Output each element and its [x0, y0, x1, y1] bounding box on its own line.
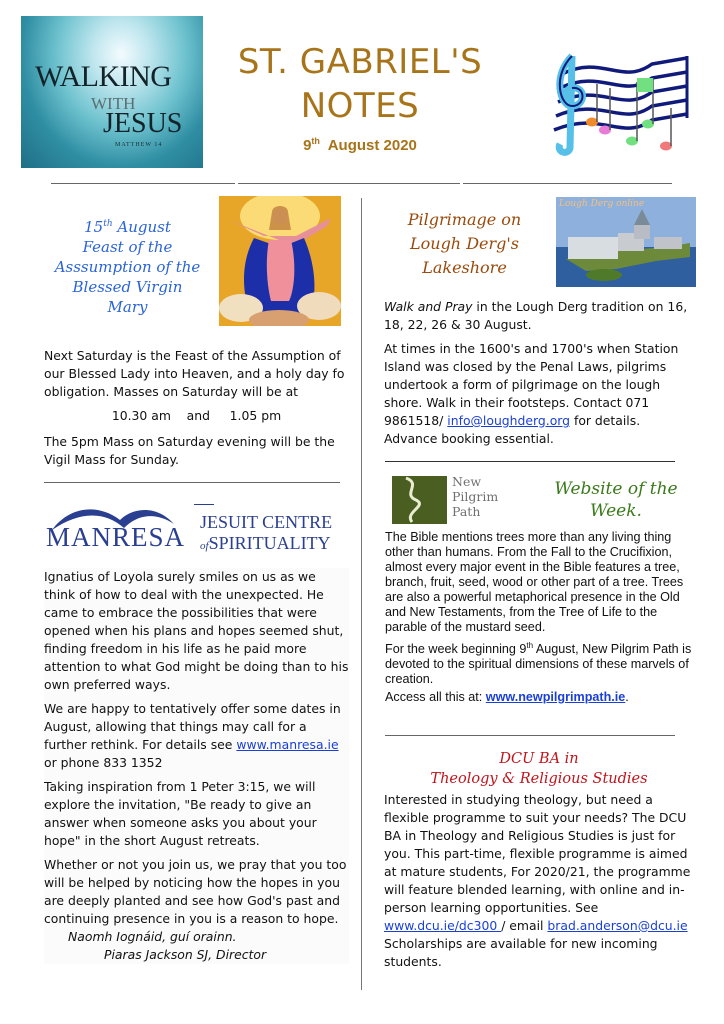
logo-dash	[194, 504, 214, 505]
lough-p2-text: At times in the 1600's and 1700's when Station Island was closed by the Penal Laws, pilgrims undertook a form of pilgrimage on the lough shore. Walk in their footsteps. Contact 071 9861518/	[384, 341, 679, 428]
new-pilgrim-path-logo	[392, 476, 512, 526]
manresa-wordmark: MANRESA	[46, 522, 186, 552]
manresa-body	[44, 568, 349, 964]
manresa-phone: or phone 833 1352	[44, 755, 163, 770]
npp-logo-new: New	[452, 474, 482, 489]
manresa-paragraph-1: Ignatius of Loyola surely smiles on us as we think of how to deal with the unexpected. He came to embrace the possibilities that were opened when his plans and hopes seemed shut, finding freedom in his life as he paid more attention to what God might be doing than to his own preferred ways.	[44, 569, 349, 692]
manresa-p4-text: Whether or not you join us, we pray that you too will be helped by noticing how the hopes in you are deeply planted and see how God's past and continuing presence in you is a reason to hope.	[44, 857, 347, 926]
winding-path-icon	[392, 476, 447, 524]
dcu-course-link[interactable]: www.dcu.ie/dc300	[384, 918, 502, 933]
dcu-email-label: / email	[501, 918, 548, 933]
signature-name: Piaras Jackson SJ, Director	[104, 947, 267, 962]
jesuit-centre-text: JESUIT CENTRE	[200, 512, 333, 532]
website-p2-a: For the week beginning 9	[385, 642, 527, 657]
mass-times: 10.30 am and 1.05 pm	[111, 408, 282, 423]
feast-title-line-3: Asssumption of the	[54, 258, 201, 276]
spirituality-text	[200, 533, 331, 554]
dcu-title-line-2: Theology & Religious Studies	[430, 771, 648, 787]
website-p2-b: August, New Pilgrim Path is devoted to the spiritual dimensions of these marvels of creation.	[385, 642, 692, 687]
date-day: 9	[303, 137, 312, 154]
logo-text-matthew: MATTHEW 14	[115, 142, 163, 148]
newpilgrimpath-link[interactable]: www.newpilgrimpath.ie	[485, 690, 626, 705]
website-p3-end: .	[625, 690, 629, 705]
walk-and-pray: Walk and Pray	[384, 299, 473, 314]
lough-dates: in the Lough Derg tradition on 16, 18, 22, 26 & 30 August.	[384, 299, 688, 332]
manresa-p2-text: We are happy to tentatively offer some dates in August, allowing that things may call for a further rethink. For details see	[44, 701, 341, 752]
section-rule-right-2	[385, 735, 675, 736]
section-rule-left-1	[44, 482, 340, 483]
website-of-week-heading	[526, 478, 706, 522]
issue-date	[210, 136, 510, 154]
website-paragraph-2	[385, 638, 695, 687]
dcu-body	[384, 791, 708, 977]
lough-p2-end: for details. Advance booking essential.	[384, 413, 641, 446]
website-body	[385, 530, 695, 708]
lough-derg-body	[384, 298, 694, 454]
column-divider	[361, 198, 362, 990]
manresa-paragraph-4	[44, 856, 349, 946]
logo-of: of	[200, 540, 209, 552]
dcu-title-line-1: DCU BA in	[499, 751, 579, 767]
logo-text-walking: WALKING	[35, 60, 172, 93]
manresa-paragraph-2	[44, 700, 349, 772]
npp-logo-pilgrim: Pilgrim	[452, 489, 499, 504]
feast-title-line-2: Feast of the	[82, 238, 173, 256]
feast-title-line-5: Mary	[107, 298, 148, 316]
music-staff-icon	[542, 36, 692, 158]
title-line-2: NOTES	[300, 86, 420, 126]
header-rule-3	[463, 183, 672, 184]
date-sup: th	[311, 136, 320, 146]
feast-day-sup: th	[103, 219, 113, 229]
feast-day: 15	[84, 218, 104, 236]
lough-derg-image	[556, 197, 696, 287]
signature-blessing: Naomh Iognáid, guí orainn.	[68, 929, 237, 944]
header-rule-1	[51, 183, 235, 184]
npp-logo-text	[452, 474, 498, 519]
date-rest: August 2020	[327, 137, 417, 154]
website-p2-sup: th	[526, 641, 534, 650]
dcu-email-link[interactable]: brad.anderson@dcu.ie	[547, 918, 688, 933]
logo-text-jesus: JESUS	[103, 108, 183, 139]
dcu-scholarships: Scholarships are available for new incoming students.	[384, 918, 708, 969]
website-title-line-2: Week.	[590, 501, 642, 521]
lough-paragraph-1	[384, 298, 694, 334]
loughderg-email-link[interactable]: info@loughderg.org	[447, 413, 571, 428]
logo-text-with: WITH	[91, 94, 136, 113]
feast-body	[44, 347, 349, 475]
feast-title-line-4: Blessed Virgin	[72, 278, 183, 296]
logo-spirituality: SPIRITUALITY	[208, 533, 331, 553]
feast-month: August	[112, 218, 171, 236]
station-island-picture	[556, 197, 696, 287]
website-paragraph-3	[385, 690, 695, 705]
website-p3-text: Access all this at:	[385, 690, 486, 705]
lough-image-caption: Lough Derg online	[559, 199, 645, 209]
lough-title-line-1: Pilgrimage on	[407, 210, 522, 229]
lough-paragraph-2	[384, 340, 694, 448]
feast-paragraph-2: The 5pm Mass on Saturday evening will be the Vigil Mass for Sunday.	[44, 434, 335, 467]
manresa-link[interactable]: www.manresa.ie	[236, 737, 339, 752]
dcu-heading	[384, 749, 694, 789]
dcu-text: Interested in studying theology, but need a flexible programme to suit your needs? The DCU BA in Theology and Religious Studies is just for you. This part-time, flexible programme is aimed at mature students, For 2020/21, the programme will feature blended learning, with online and in-person learning opportunities. See	[384, 792, 691, 915]
lough-derg-heading	[392, 208, 537, 280]
section-rule-right-1	[385, 461, 675, 462]
manresa-logo	[44, 500, 333, 556]
npp-logo-path: Path	[452, 504, 481, 519]
dcu-paragraph	[384, 791, 708, 971]
title-line-1: ST. GABRIEL'S	[237, 42, 483, 82]
page-title	[210, 40, 510, 128]
feast-paragraph-1: Next Saturday is the Feast of the Assumption of our Blessed Lady into Heaven, and a holy day fo obligation. Masses on Saturday will be at	[44, 348, 345, 399]
lough-title-line-2: Lough Derg's	[410, 234, 519, 253]
website-title-line-1: Website of the	[554, 479, 678, 499]
website-paragraph-1: The Bible mentions trees more than any living thing other than humans. From the Fall to the Crucifixion, almost every major event in the Bible features a tree, branch, fruit, seed, wood or other part of a tree. Trees are also a powerful metaphorical presence in the Old and New Testaments, from the Tree of Life to the parable of the mustard seed.	[385, 530, 684, 634]
header-rule-2	[238, 183, 460, 184]
assumption-painting-image	[219, 196, 341, 326]
lough-title-line-3: Lakeshore	[422, 258, 507, 277]
manresa-paragraph-3: Taking inspiration from 1 Peter 3:15, we will explore the invitation, "Be ready to give an answer when someone asks you about your hope" in the short August retreats.	[44, 779, 317, 848]
walking-with-jesus-logo	[21, 16, 203, 168]
feast-heading	[40, 214, 215, 317]
